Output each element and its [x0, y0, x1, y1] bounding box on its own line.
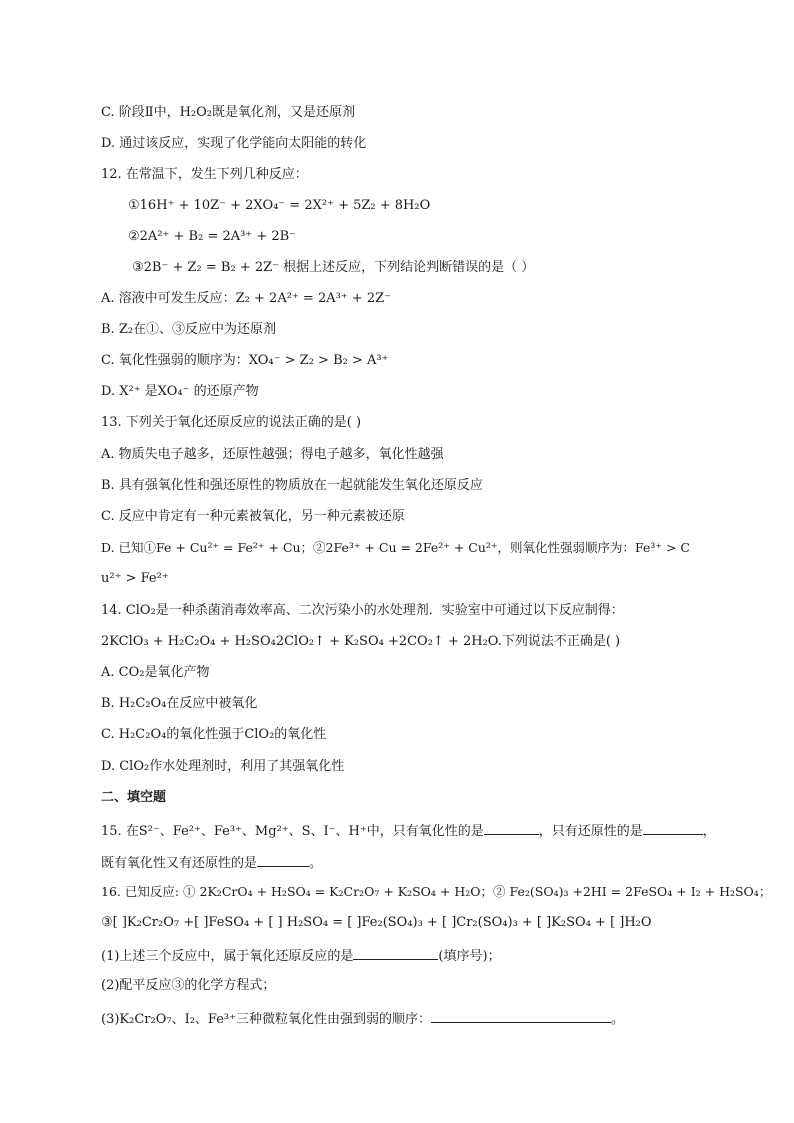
q13-option-d-cont: u²⁺ > Fe²⁺ [101, 571, 169, 586]
q15-text-a: 15. 在S²⁻、Fe²⁺、Fe³⁺、Mg²⁺、S、I⁻、H⁺中，只有氧化性的是 [101, 824, 484, 839]
q14-stem: 14. ClO₂是一种杀菌消毒效率高、二次污染小的水处理剂．实验室中可通过以下反应制得： [101, 603, 624, 618]
q15-text-e: 。 [309, 856, 323, 871]
q15-blank-oxidizing-only[interactable] [484, 820, 539, 835]
q16-stem: 16. 已知反应: ① 2K₂CrO₄ + H₂SO₄ = K₂Cr₂O₇ + K₂SO₄ + H₂O；② Fe₂(SO₄)₃ +2HI = 2FeSO₄ + I₂ + H₂SO₄； [101, 884, 772, 899]
q14-option-d: D. ClO₂作水处理剂时，利用了其强氧化性 [101, 759, 345, 774]
q16-part-3-text: (3)K₂Cr₂O₇、I₂、Fe³⁺三种微粒氧化性由强到弱的顺序： [101, 1012, 432, 1027]
q14-equation: 2KClO₃ + H₂C₂O₄ + H₂SO₄2ClO₂↑ + K₂SO₄ +2CO₂↑ + 2H₂O.下列说法不正确是( ) [101, 634, 621, 649]
q12-option-c: C. 氧化性强弱的顺序为：XO₄⁻ > Z₂ > B₂ > A³⁺ [101, 353, 389, 368]
q15-blank-reducing-only[interactable] [643, 820, 703, 835]
q15-text-d: 既有氧化性又有还原性的是 [101, 856, 258, 871]
q12-option-a: A. 溶液中可发生反应：Z₂ + 2A²⁺ = 2A³⁺ + 2Z⁻ [101, 291, 391, 306]
q13-stem: 13. 下列关于氧化还原反应的说法正确的是( ) [101, 415, 362, 430]
q14-option-a: A. CO₂是氧化产物 [101, 665, 210, 680]
q15-blank-both[interactable] [257, 852, 309, 867]
q15-text-b: ，只有还原性的是 [538, 824, 643, 839]
q15-line-1 [101, 820, 716, 841]
q13-option-d: D. 已知①Fe + Cu²⁺ = Fe²⁺ + Cu；②2Fe³⁺ + Cu = 2Fe²⁺ + Cu²⁺，则氧化性强弱顺序为：Fe³⁺ > C [101, 540, 690, 555]
q12-reaction-3: ③2B⁻ + Z₂ = B₂ + 2Z⁻ 根据上述反应，下列结论判断错误的是（ ） [132, 260, 535, 275]
q16-part-1-hint: (填序号)； [438, 949, 501, 964]
q12-stem: 12. 在常温下，发生下列几种反应： [101, 167, 308, 182]
section-heading-fill-blank: 二、填空题 [101, 790, 167, 805]
q16-part-2: (2)配平反应③的化学方程式； [101, 978, 276, 993]
q16-part-1-text: (1)上述三个反应中，属于氧化还原反应的是 [101, 949, 354, 964]
q16-blank-redox-reactions[interactable] [353, 945, 438, 960]
q15-text-c: ， [702, 824, 716, 839]
q12-option-d: D. X²⁺ 是XO₄⁻ 的还原产物 [101, 384, 259, 399]
q12-reaction-1: ①16H⁺ + 10Z⁻ + 2XO₄⁻ = 2X²⁺ + 5Z₂ + 8H₂O [128, 198, 431, 213]
q13-option-c: C. 反应中肯定有一种元素被氧化，另一种元素被还原 [101, 509, 405, 524]
q12-reaction-2: ②2A²⁺ + B₂ = 2A³⁺ + 2B⁻ [128, 229, 297, 244]
q13-option-a: A. 物质失电子越多，还原性越强；得电子越多，氧化性越强 [101, 447, 444, 462]
q12-option-b: B. Z₂在①、③反应中为还原剂 [101, 322, 277, 337]
q16-blank-oxidizing-order[interactable] [431, 1008, 611, 1023]
q16-reaction-3: ③[ ]K₂Cr₂O₇ +[ ]FeSO₄ + [ ] H₂SO₄ = [ ]Fe₂(SO₄)₃ + [ ]Cr₂(SO₄)₃ + [ ]K₂SO₄ + [ ]H₂O [101, 915, 652, 930]
q16-part-3 [101, 1008, 624, 1029]
q13-option-b: B. 具有强氧化性和强还原性的物质放在一起就能发生氧化还原反应 [101, 478, 483, 493]
q16-part-1 [101, 945, 501, 966]
q11-option-c: C. 阶段Ⅱ中，H₂O₂既是氧化剂，又是还原剂 [101, 105, 356, 120]
q14-option-b: B. H₂C₂O₄在反应中被氧化 [101, 696, 258, 711]
q16-part-3-end: 。 [611, 1012, 625, 1027]
q14-option-c: C. H₂C₂O₄的氧化性强于ClO₂的氧化性 [101, 727, 327, 742]
q11-option-d: D. 通过该反应，实现了化学能向太阳能的转化 [101, 136, 367, 151]
q15-line-2 [101, 852, 322, 873]
